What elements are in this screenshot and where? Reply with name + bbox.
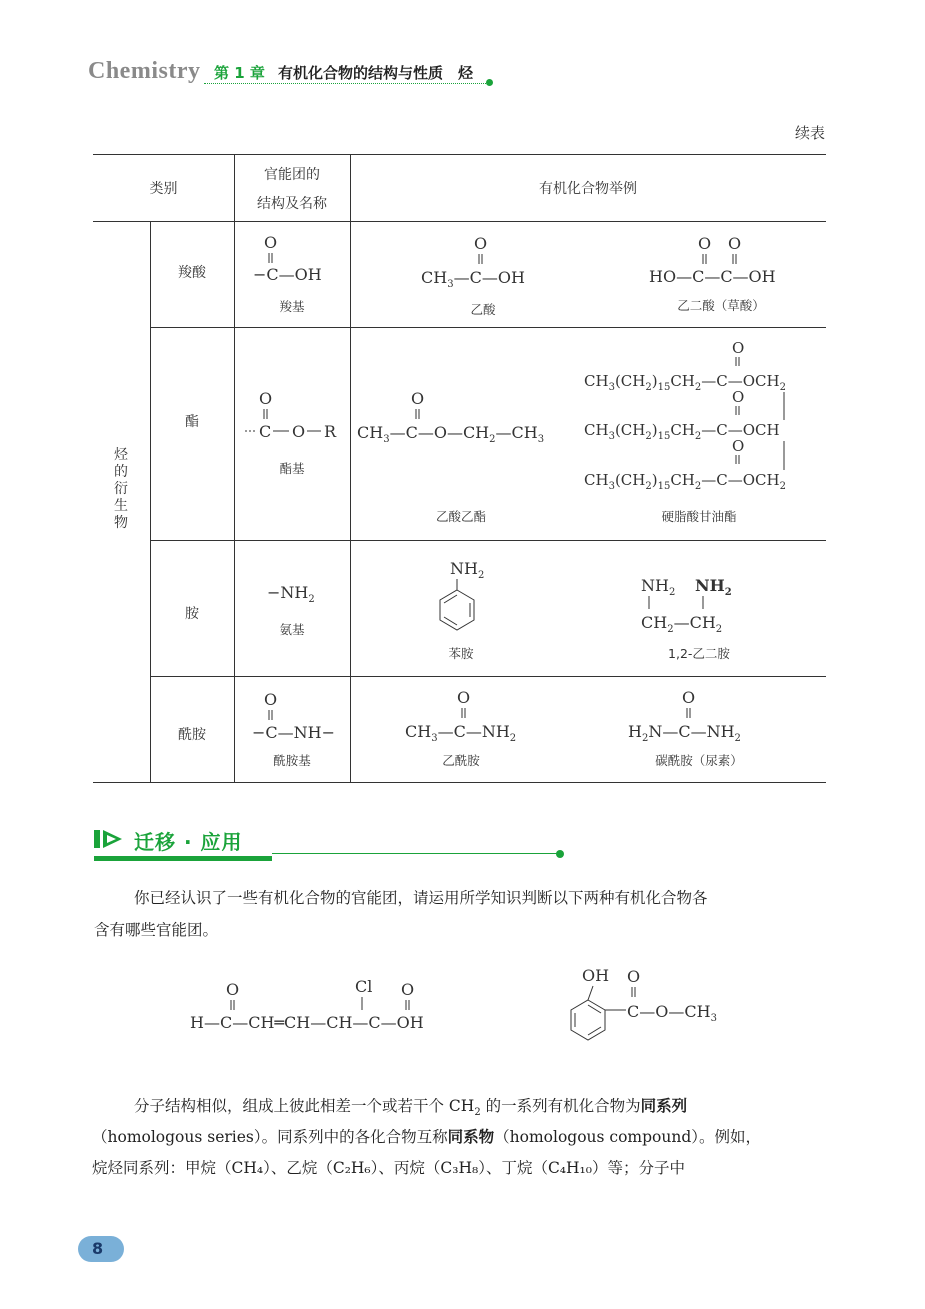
group-name-ester: 酯基 bbox=[279, 461, 305, 476]
svg-text:O: O bbox=[292, 422, 306, 441]
svg-text:CH3(CH2)15CH2—C—OCH2: $CH_3(CH_2)_{15}CH_2—C—OCH_2$ bbox=[584, 372, 786, 393]
header-group-line2: 结构及名称 bbox=[257, 196, 327, 212]
term-homologue: 同系物 bbox=[447, 1128, 495, 1146]
svg-text:C—O—CH3: $C—O—CH_3$ bbox=[627, 1002, 717, 1024]
example-aniline: 苯胺 bbox=[448, 646, 474, 661]
group-name-amino: 氨基 bbox=[279, 622, 305, 637]
section-text-line1: 你已经认识了一些有机化合物的官能团，请运用所学知识判断以下两种有机化合物各 bbox=[134, 889, 708, 907]
svg-text:NH2: $NH_2$ bbox=[641, 576, 676, 598]
svg-text:R: R bbox=[324, 422, 337, 441]
example-urea: 碳酰胺（尿素） bbox=[655, 753, 743, 768]
structure-drawings bbox=[93, 154, 826, 784]
section-rule-thin bbox=[272, 853, 560, 854]
svg-text:−C—NH−: −C—NH− bbox=[252, 723, 336, 742]
example-acetamide: 乙酰胺 bbox=[442, 753, 480, 768]
section-rule-thick bbox=[94, 856, 272, 861]
svg-text:CH3(CH2)15CH2—C—OCH: $CH_3(CH_2)_{15}CH_2—C—OCH$ bbox=[584, 421, 780, 442]
group-name-carboxyl: 羧基 bbox=[279, 299, 305, 314]
header-rule bbox=[204, 83, 488, 84]
body-line1-a: 分子结构相似，组成上彼此相差一个或若干个 CH bbox=[134, 1097, 475, 1115]
svg-text:O: O bbox=[682, 688, 696, 707]
exercise-structure-1 bbox=[185, 965, 485, 1040]
svg-text:O: O bbox=[401, 980, 415, 999]
svg-text:O: O bbox=[732, 437, 745, 455]
example-glyceryl-stearate: 硬脂酸甘油酯 bbox=[661, 509, 737, 524]
carboxyl-structure bbox=[253, 233, 322, 284]
ester-group-structure bbox=[245, 389, 337, 441]
side-label-derivatives: 烃的衍生物 bbox=[114, 447, 128, 531]
svg-text:−C—OH: −C—OH bbox=[253, 265, 322, 284]
svg-text:Cl: Cl bbox=[355, 977, 373, 996]
body-line2-a: （homologous series）。同系列中的各化合物互称 bbox=[92, 1128, 448, 1146]
svg-text:HO—C—C—OH: HO—C—C—OH bbox=[649, 267, 776, 286]
svg-text:H2N—C—NH2: $H_2N—C—NH_2$ bbox=[628, 722, 741, 744]
svg-text:O: O bbox=[627, 967, 641, 986]
section-title: 迁移 · 应用 bbox=[134, 830, 243, 854]
header-title: 有机化合物的结构与性质 烃 bbox=[278, 64, 474, 82]
row-name-carboxylic-acid: 羧酸 bbox=[178, 265, 206, 281]
aniline-structure bbox=[440, 559, 484, 630]
body-line2-b: （homologous compound）。例如， bbox=[494, 1128, 761, 1146]
svg-text:O: O bbox=[457, 688, 471, 707]
svg-text:O: O bbox=[226, 980, 240, 999]
acetamide-structure bbox=[405, 688, 516, 744]
svg-text:O: O bbox=[732, 388, 745, 406]
glyceryl-stearate-structure bbox=[584, 339, 786, 492]
exercise-structure-2 bbox=[560, 960, 750, 1050]
term-homologous-series: 同系列 bbox=[640, 1097, 688, 1115]
header-dot bbox=[486, 79, 493, 86]
body-line1-b: 的一系列有机化合物为 bbox=[480, 1097, 641, 1115]
svg-text:O: O bbox=[728, 234, 742, 253]
svg-text:O: O bbox=[259, 389, 273, 408]
body-line3: 烷烃同系列：甲烷（CH₄）、乙烷（C₂H₆）、丙烷（C₃H₈）、丁烷（C₄H₁₀）等；分子中 bbox=[92, 1159, 685, 1177]
header-group-line1: 官能团的 bbox=[264, 167, 320, 183]
svg-text:O: O bbox=[411, 389, 425, 408]
svg-text:H—C—CH═CH—CH—C—OH: H—C—CH═CH—CH—C—OH bbox=[190, 1013, 424, 1032]
row-name-amide: 酰胺 bbox=[178, 727, 206, 743]
page-number: 8 bbox=[78, 1236, 124, 1262]
header-chapter: 第 1 章 bbox=[214, 64, 265, 82]
group-name-amide: 酰胺基 bbox=[273, 753, 311, 768]
row-name-amine: 胺 bbox=[185, 606, 199, 622]
example-ethyl-acetate: 乙酸乙酯 bbox=[435, 509, 486, 524]
ethylenediamine-structure bbox=[641, 576, 732, 635]
row-name-ester: 酯 bbox=[185, 414, 199, 430]
section-rule-dot bbox=[556, 850, 564, 858]
amide-group-structure bbox=[252, 690, 335, 742]
svg-text:−NH2: $-NH_2$ bbox=[267, 583, 315, 605]
header-brand: Chemistry bbox=[88, 58, 201, 84]
svg-text:O: O bbox=[474, 234, 488, 253]
header-examples: 有机化合物举例 bbox=[539, 181, 637, 197]
section-play-icon bbox=[94, 828, 130, 850]
oxalic-acid-structure bbox=[649, 234, 776, 286]
svg-text:O: O bbox=[698, 234, 712, 253]
svg-text:NH2: $NH_2$ bbox=[450, 559, 485, 581]
svg-text:O: O bbox=[732, 339, 745, 357]
svg-text:CH2—CH2: $CH_2—CH_2$ bbox=[641, 613, 723, 635]
amino-structure bbox=[267, 583, 315, 605]
section-text-line2: 含有哪些官能团。 bbox=[94, 921, 219, 939]
svg-text:NH2: $NH_2$ bbox=[695, 576, 732, 598]
svg-text:C: C bbox=[259, 422, 272, 441]
svg-text:CH3(CH2)15CH2—C—OCH2: $CH_3(CH_2)_{15}CH_2—C—OCH_2$ bbox=[584, 471, 786, 492]
svg-text:CH3—C—NH2: $CH_3—C—NH_2$ bbox=[405, 722, 517, 744]
svg-text:OH: OH bbox=[582, 966, 610, 985]
urea-structure bbox=[628, 688, 741, 744]
svg-text:CH3—C—OH: $CH_3—C—OH$ bbox=[421, 268, 525, 290]
acetic-acid-structure bbox=[421, 234, 525, 290]
svg-text:O: O bbox=[264, 690, 278, 709]
example-ethylenediamine: 1,2-乙二胺 bbox=[668, 646, 730, 661]
svg-text:CH3—C—O—CH2—CH3: $CH_3—C—O—CH_2—CH_3$ bbox=[357, 423, 545, 445]
example-acetic-acid: 乙酸 bbox=[470, 302, 496, 317]
ethyl-acetate-structure bbox=[357, 389, 544, 445]
example-oxalic-acid: 乙二酸（草酸） bbox=[677, 298, 765, 313]
body-line1: 分子结构相似，组成上彼此相差一个或若干个 $CH_2$ 的一系列有机化合物为同系列 bbox=[134, 1097, 688, 1119]
header-category: 类别 bbox=[149, 181, 178, 197]
body-line2 bbox=[92, 1123, 761, 1152]
functional-group-table bbox=[93, 154, 826, 784]
svg-text:O: O bbox=[264, 233, 278, 252]
continued-label: 续表 bbox=[794, 124, 825, 142]
